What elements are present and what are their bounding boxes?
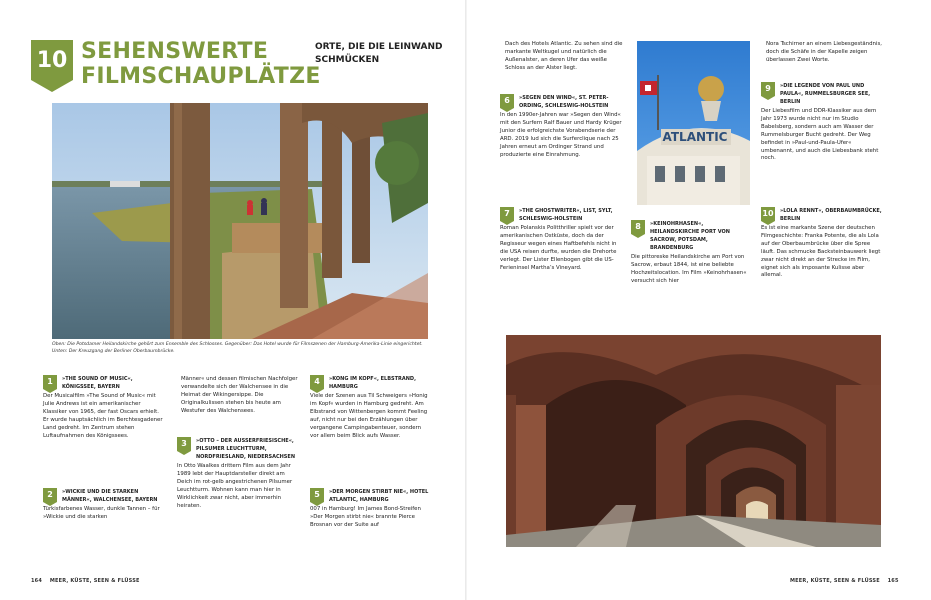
entry-number-badge: 1 (43, 375, 57, 389)
entry-number-badge: 9 (761, 82, 775, 96)
continued-paragraph: Nora Tschirner an einem Liebesgeständnis, doch die Schäfe in der Kapelle zeigen überlassen Zwei Worte. (766, 41, 882, 63)
list-item-2 (43, 488, 163, 522)
list-item-1 (43, 375, 163, 440)
entry-body: Die pittoreske Heilandskirche am Port von Sacrow, erbaut 1844, ist eine beliebte Hochzeitslocation. Im Film »Keinohrhasen« versucht sich hier (631, 254, 747, 284)
entry-number-badge: 6 (500, 94, 514, 108)
continued-paragraph: Dach des Hotels Atlantic. Zu sehen sind die markante Weltkugel und natürlich die Außenalster, an deren Ufer das weiße Schloss an der Alster liegt. (505, 41, 623, 71)
entry-number-badge: 7 (500, 207, 514, 221)
entry-title: »LOLA RENNT«, OBERBAUMBRÜCKE, BERLIN (780, 208, 882, 222)
list-item-5 (310, 488, 430, 530)
entry-body: Türkisfarbenes Wasser, dunkle Tannen – für »Wickie und die starken (43, 506, 160, 520)
entry-title: »SEGEN DEN WIND«, ST. PETER-ORDING, SCHLESWIG-HOLSTEIN (519, 95, 609, 109)
page-subtitle: ORTE, DIE DIE LEINWAND SCHMÜCKEN (315, 42, 443, 65)
section-label: MEER, KÜSTE, SEEN & FLÜSSE (790, 578, 880, 584)
entry-body: Roman Polanskis Politthriller spielt vor der amerikanischen Ostküste, doch da der Regisseur wegen eines Haftbefehls nicht in die USA reisen durfte, wurden die Drehorte verlegt. Der Lister Ellenbogen gibt die US-Ferieninsel Martha’s Vineyard. (500, 225, 617, 271)
entry-number-badge: 5 (310, 488, 324, 502)
entry-title: »THE GHOSTWRITER«, LIST, SYLT, SCHLESWIG-HOLSTEIN (519, 208, 613, 222)
hotel-sign-text: ATLANTIC (662, 130, 728, 144)
entry-body: 007 in Hamburg! Im James Bond-Streifen »Der Morgen stirbt nie« brannte Pierce Brosnan vor der Suite auf (310, 506, 421, 528)
photo-hotel-atlantic (637, 41, 750, 205)
entry-title: »DER MORGEN STIRBT NIE«, HOTEL ATLANTIC, HAMBURG (329, 489, 429, 503)
entry-body: Viele der Szenen aus Til Schweigers »Honig im Kopf« wurden in Hamburg gedreht. Am Elbstrand von Wittenbergen kommt Feeling auf, nicht nur bei den Erzählungen über vergangene Campingabenteuer, sondern vor allem beim Blick aufs Wasser. (310, 393, 428, 439)
list-item-10 (761, 207, 884, 280)
list-item-4 (310, 375, 430, 440)
continued-paragraph: Männer« und dessen filmischen Nachfolger verwandelte sich der Walchensee in die Heimat der Wikingersippe. Die Originalkulissen stehen bis heute am Westufer des Walchensees. (181, 376, 298, 414)
list-item-9 (761, 82, 884, 163)
entry-title: »KEINOHRHASEN«, HEILANDSKIRCHE PORT VON SACROW, POTSDAM, BRANDENBURG (650, 221, 730, 251)
entry-title: »KONG IM KOPF«, ELBSTRAND, HAMBURG (329, 376, 416, 390)
entry-body: Der Musicalfilm »The Sound of Music« mit Julie Andrews ist ein amerikanischer Klassiker von 1965, der fast Oscars erhielt. Er wurde hauptsächlich im Berchtesgadener Land gedreht. Im Zentrum stehen Luftaufnahmen des Königssees. (43, 393, 163, 439)
entry-title: »OTTO – DER AUSSERFRIESISCHE«, PILSUMER LEUCHTTURM, NORDFRIESLAND, NIEDERSACHSEN (196, 438, 296, 460)
entry-number-badge: 4 (310, 375, 324, 389)
page-title: SEHENSWERTE FILMSCHAUPLÄTZE (81, 39, 321, 89)
photo-heilandskirche-arcade (52, 103, 428, 339)
entry-body: Der Liebesfilm und DDR-Klassiker aus dem Jahr 1973 wurde nicht nur im Studio Babelsberg, sondern auch am Wasser der Rummelsburger Bucht gedreht. Der Weg befindet in »Paul-und-Paula-Ufer« umbenannt, und auch die Liebesbank steht noch. (761, 108, 879, 162)
page-number: 164 (31, 578, 43, 584)
list-item-7 (500, 207, 623, 272)
entry-number-badge: 3 (177, 437, 191, 451)
photo-caption: Oben: Die Potsdamer Heilandskirche gehört zum Ensemble des Schlosses. Gegenüber: Das Hotel wurde für Filmszenen der Hamburg-Amerika-Linie eingerichtet. Unten: Der Kreuzgang der Berliner Oberbaumbrücke. (52, 342, 423, 354)
page-folio-left (31, 578, 140, 584)
entry-number-badge: 8 (631, 220, 645, 234)
photo-oberbaumbruecke-arcade (506, 335, 881, 547)
entry-body: Es ist eine markante Szene der deutschen Filmgeschichte: Franka Potente, die als Lola auf der Oberbaumbrücke über die Spree läuft. Das schmucke Backsteinbauwerk liegt zwar nicht direkt an der Strecke im Film, eignet sich als imposante Kulisse aber allemal. (761, 225, 881, 279)
chapter-number-badge: 10 (31, 40, 73, 80)
entry-title: »THE SOUND OF MUSIC«, KÖNIGSSEE, BAYERN (62, 376, 133, 390)
page-folio-right (790, 578, 899, 584)
list-item-3 (177, 437, 299, 510)
entry-title: »WICKIE UND DIE STARKEN MÄNNER«, WALCHENSEE, BAYERN (62, 489, 158, 503)
section-label: MEER, KÜSTE, SEEN & FLÜSSE (49, 578, 140, 584)
page-number: 165 (887, 578, 899, 584)
page-gutter (465, 0, 467, 600)
list-item-8 (631, 220, 751, 286)
entry-number-badge: 2 (43, 488, 57, 502)
entry-title: »DIE LEGENDE VON PAUL UND PAULA«, RUMMELSBURGER SEE, BERLIN (780, 83, 871, 105)
entry-body: In Otto Waalkes drittem Film aus dem Jahr 1989 lebt der Hauptdarsteller direkt am Deich im rot-gelb angestrichenen Pilsumer Leuchtturm. Wohnen kann man hier in Wirklichkeit zwar nicht, aber immerhin heiraten. (177, 463, 293, 509)
entry-body: In den 1990er-Jahren war »Segen den Wind« mit den Surfern Ralf Bauer und Hardy Krüger Junior die erfolgreichste Vorabendserie der ARD. 2019 lud sich die Surferclique nach 25 Jahren erneut am Ordinger Strand und produzierte eine Einrahmung. (500, 112, 622, 158)
entry-number-badge: 10 (761, 207, 775, 221)
list-item-6 (500, 94, 623, 159)
